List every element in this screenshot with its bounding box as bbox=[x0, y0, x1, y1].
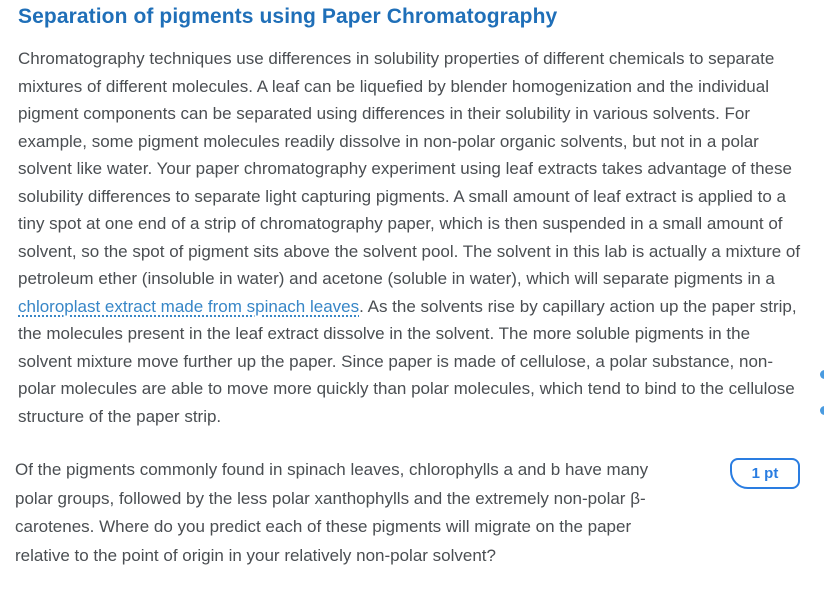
intro-text-segment: . As the solvents rise by capillary action up the paper strip, the molecules present in the leaf extract dissolve in the solvent. The more soluble pigments in the solvent mixture move further up the paper. Since paper is made of cellulose, a polar substance, non-polar molecules are able to move more quickly than polar molecules, which tend to bind to the cellulose structure of the paper strip. bbox=[18, 296, 797, 426]
chloroplast-extract-link[interactable]: chloroplast extract made from spinach leaves bbox=[18, 296, 360, 316]
intro-text-segment: Chromatography techniques use differences in solubility properties of different chemicals to separate mixtures of different molecules. A leaf can be liquefied by blender homogenization and the individual pigment components can be separated using differences in their solubility in various solvents. For example, some pigment molecules readily dissolve in non-polar organic solvents, but not in a polar solvent like water. Your paper chromatography experiment using leaf extracts takes advantage of these solubility differences to separate light capturing pigments. A small amount of leaf extract is applied to a tiny spot at one end of a strip of chromatography paper, which is then suspended in a small amount of solvent, so the spot of pigment sits above the solvent pool. The solvent in this lab is actually a mixture of petroleum ether (insoluble in water) and acetone (soluble in water), which will separate pigments in a bbox=[18, 49, 801, 288]
points-badge: 1 pt bbox=[730, 458, 800, 489]
page-title: Separation of pigments using Paper Chromatography bbox=[18, 5, 558, 28]
question-text: Of the pigments commonly found in spinach leaves, chlorophylls a and b have many polar groups, followed by the less polar xanthophylls and the extremely non-polar β-carotenes. Where do you predict each of these pigments will migrate on the paper relative to the point of origin in your relatively non-polar solvent? bbox=[15, 460, 649, 565]
question-block bbox=[15, 456, 808, 570]
edge-handle-dot-bottom bbox=[820, 406, 824, 415]
edge-handle-dot-top bbox=[820, 370, 824, 379]
intro-paragraph bbox=[18, 45, 808, 430]
